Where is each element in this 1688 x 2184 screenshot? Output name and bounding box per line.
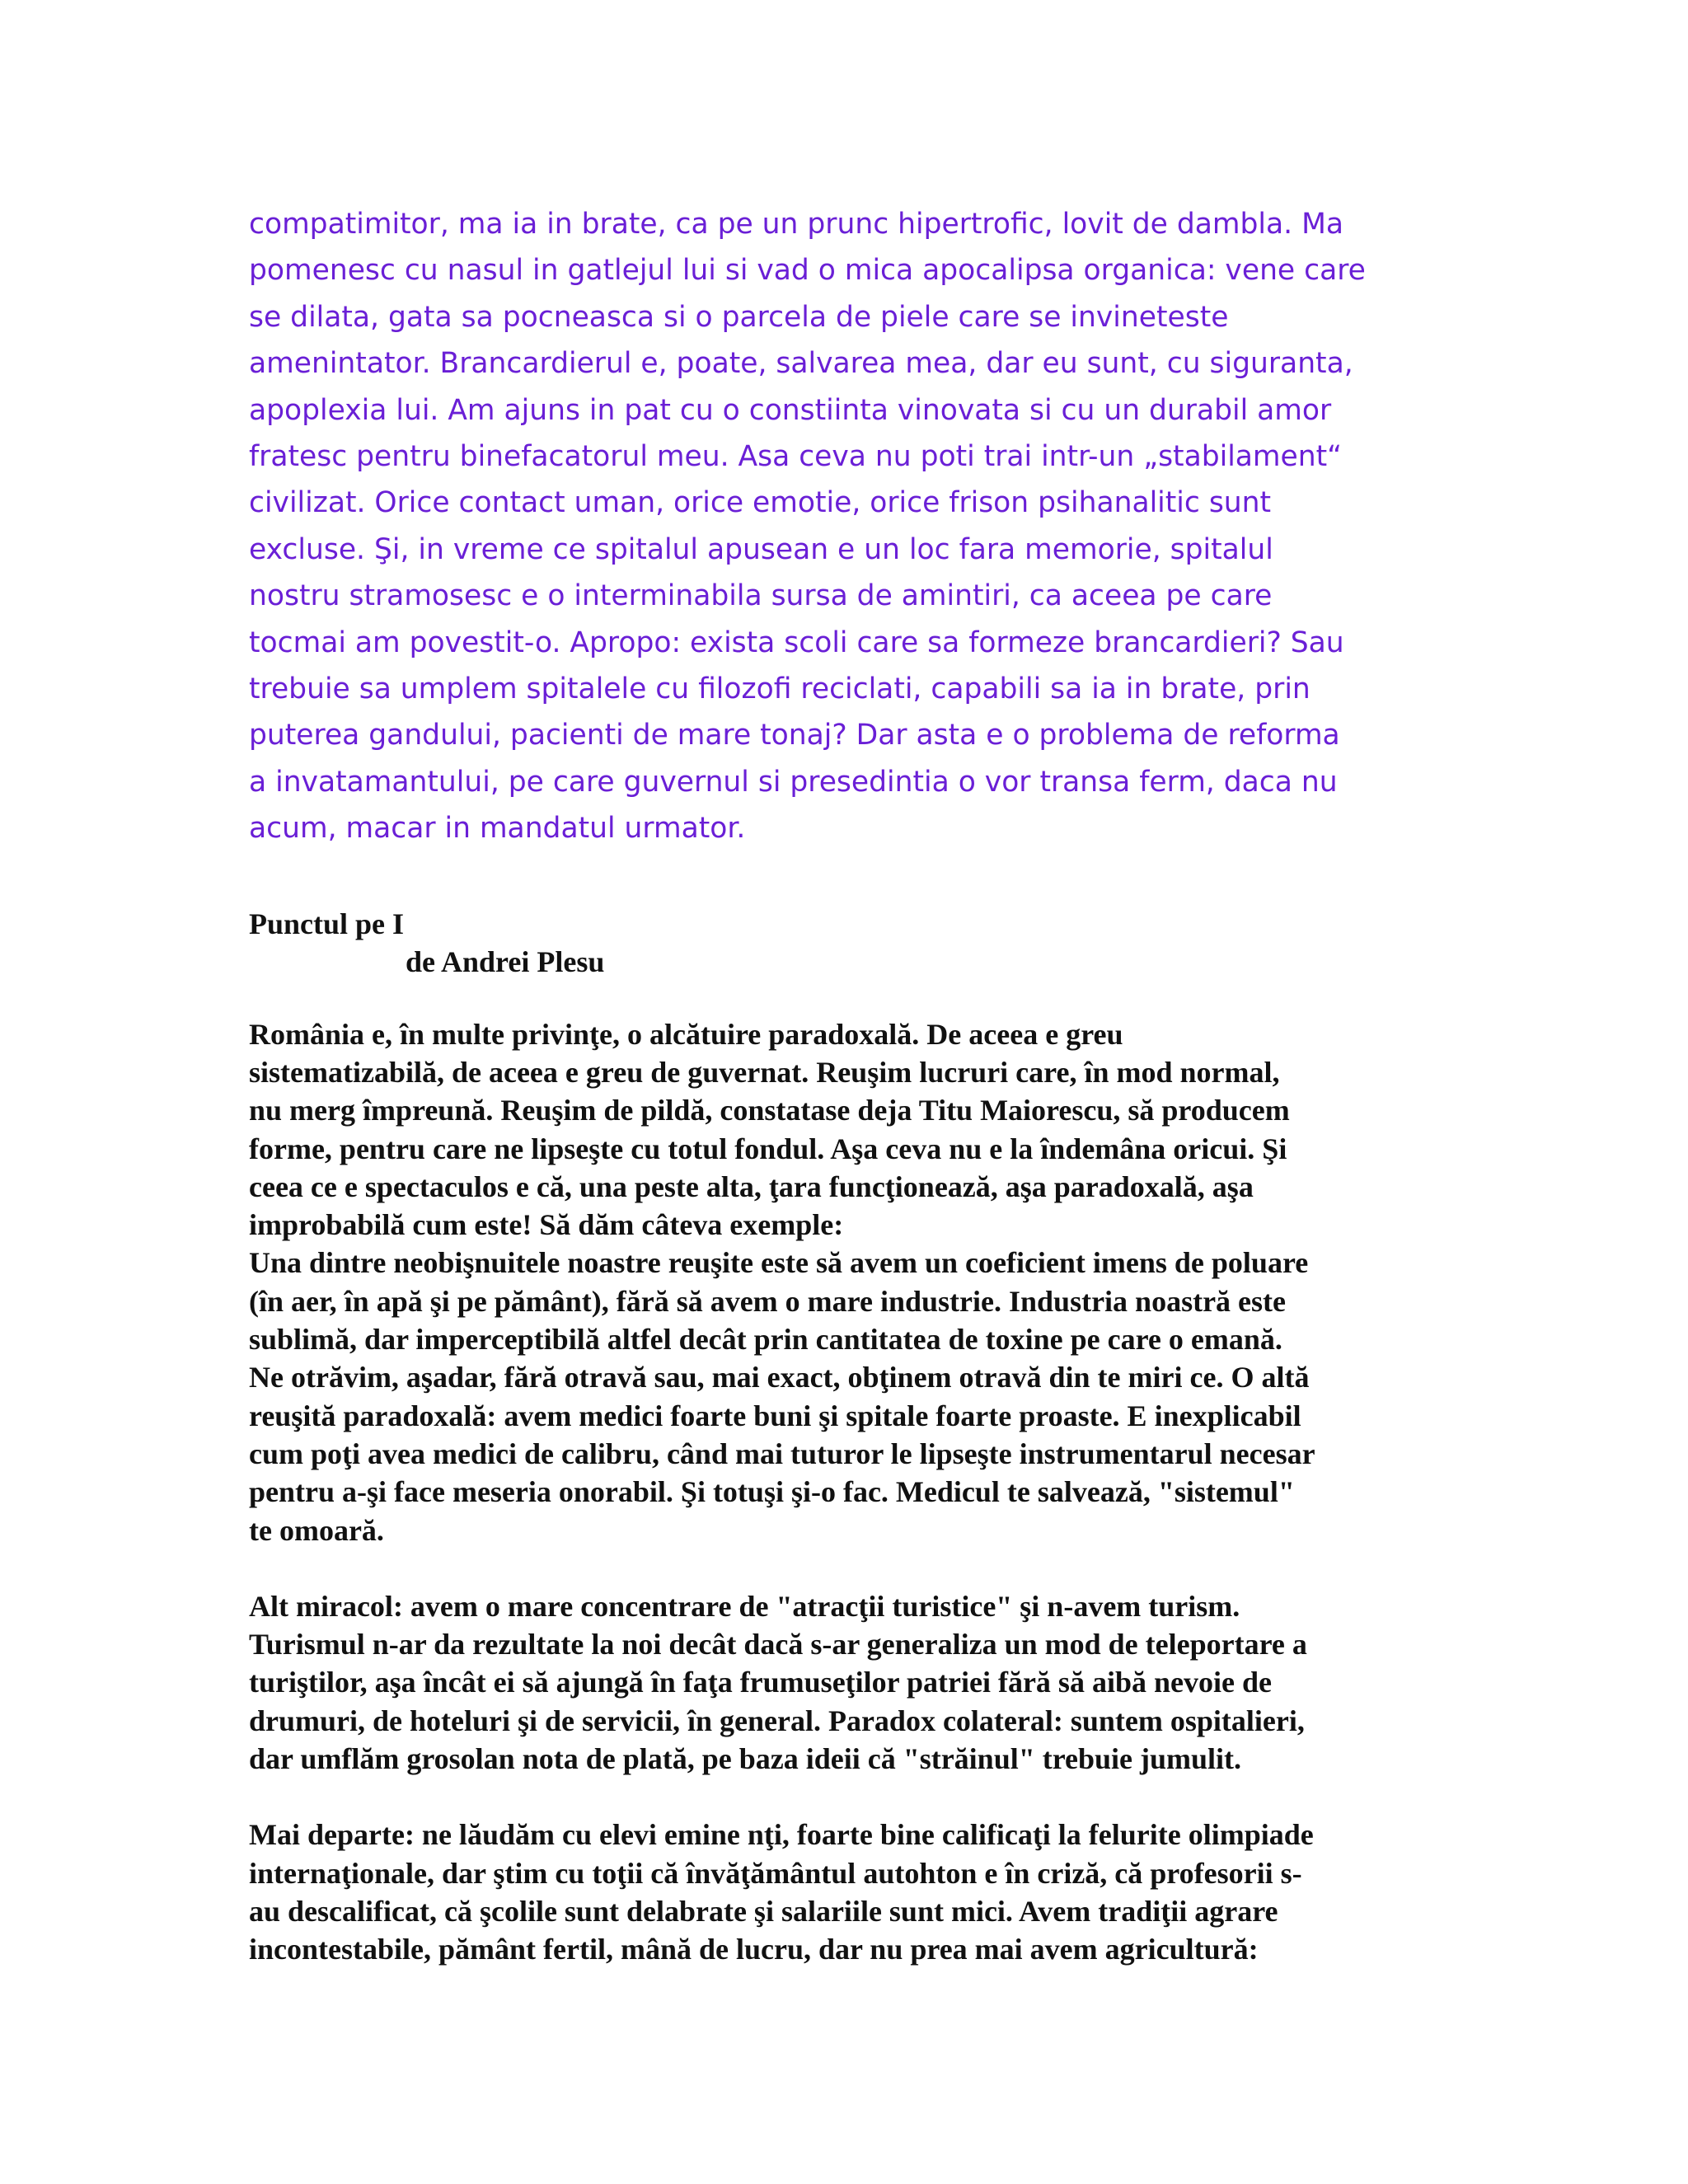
page-content — [249, 201, 1452, 1969]
paragraph-line: internaţionale, dar ştim cu toţii că învăţământul autohton e în criză, că profesorii s- — [249, 1856, 1302, 1890]
paragraph-line: dar umflăm grosolan nota de plată, pe baza ideii că "străinul" trebuie jumulit. — [249, 1742, 1242, 1776]
excerpt-line: se dilata, gata sa pocneasca si o parcela de piele care se invineteste — [249, 300, 1229, 334]
excerpt-line: apoplexia lui. Am ajuns in pat cu o constiinta vinovata si cu un durabil amor — [249, 393, 1332, 427]
paragraph-line: au descalificat, că şcolile sunt delabrate şi salariile sunt mici. Avem tradiţii agrare — [249, 1894, 1278, 1928]
paragraph-line: drumuri, de hoteluri şi de servicii, în general. Paradox colateral: suntem ospitalieri, — [249, 1704, 1305, 1737]
paragraph-line: pentru a-şi face meseria onorabil. Şi totuşi şi-o fac. Medicul te salvează, "sistemul" — [249, 1475, 1295, 1509]
paragraph-line: reuşită paradoxală: avem medici foarte buni şi spitale foarte proaste. E inexplicabil — [249, 1399, 1301, 1432]
paragraph-line: ceea ce e spectaculos e că, una peste alta, ţara funcţionează, aşa paradoxală, aşa — [249, 1169, 1254, 1203]
excerpt-line: tocmai am povestit-o. Apropo: exista scoli care sa formeze brancardieri? Sau — [249, 626, 1344, 659]
paragraph-line: (în aer, în apă şi pe pământ), fără să avem o mare industrie. Industria noastră este — [249, 1284, 1286, 1318]
article-paragraph — [249, 1587, 1452, 1778]
paragraph-line: forme, pentru care ne lipseşte cu totul fondul. Aşa ceva nu e la îndemâna oricui. Şi — [249, 1132, 1287, 1165]
paragraph-line: Alt miracol: avem o mare concentrare de "atracţii turistice" şi n-avem turism. — [249, 1589, 1240, 1623]
article-paragraph — [249, 1015, 1452, 1549]
excerpt-line: excluse. Şi, in vreme ce spitalul apusean e un loc fara memorie, spitalul — [249, 532, 1273, 566]
article-paragraph — [249, 1816, 1452, 1968]
paragraph-line: improbabilă cum este! Să dăm câteva exemple: — [249, 1208, 844, 1242]
excerpt-line: puterea gandului, pacienti de mare tonaj? Dar asta e o problema de reforma — [249, 719, 1340, 752]
paragraph-line: România e, în multe privinţe, o alcătuire paradoxală. De aceea e greu — [249, 1017, 1123, 1051]
excerpt-line: trebuie sa umplem spitalele cu filozofi reciclati, capabili sa ia in brate, prin — [249, 673, 1311, 706]
excerpt-line: compatimitor, ma ia in brate, ca pe un prunc hipertrofic, lovit de dambla. Ma — [249, 208, 1343, 241]
paragraph-line: incontestabile, pământ fertil, mână de lucru, dar nu prea mai avem agricultură: — [249, 1933, 1259, 1966]
excerpt-line: civilizat. Orice contact uman, orice emotie, orice frison psihanalitic sunt — [249, 486, 1272, 520]
excerpt-line: acum, macar in mandatul urmator. — [249, 812, 746, 846]
paragraph-line: sistematizabilă, de aceea e greu de guvernat. Reuşim lucruri care, în mod normal, — [249, 1055, 1280, 1089]
paragraph-line: Mai departe: ne lăudăm cu elevi emine nţi, foarte bine calificaţi la felurite olimpiade — [249, 1818, 1314, 1852]
paragraph-line: Turismul n-ar da rezultate la noi decât dacă s-ar generaliza un mod de teleportare a — [249, 1628, 1307, 1661]
excerpt-line: a invatamantului, pe care guvernul si presedintia o vor transa ferm, daca nu — [249, 765, 1338, 799]
excerpt-line: pomenesc cu nasul in gatlejul lui si vad o mica apocalipsa organica: vene care — [249, 254, 1366, 288]
paragraph-line: cum poţi avea medici de calibru, când mai tuturor le lipseşte instrumentarul necesar — [249, 1436, 1315, 1470]
excerpt-paragraph — [249, 201, 1452, 852]
article-author: de Andrei Plesu — [406, 944, 605, 978]
paragraph-line: nu merg împreună. Reuşim de pildă, constatase deja Titu Maiorescu, să producem — [249, 1094, 1290, 1127]
paragraph-line: Una dintre neobişnuitele noastre reuşite este să avem un coeficient imens de poluare — [249, 1246, 1309, 1280]
excerpt-line: fratesc pentru binefacatorul meu. Asa ceva nu poti trai intr-un „stabilament“ — [249, 440, 1343, 474]
paragraph-line: sublimă, dar imperceptibilă altfel decât prin cantitatea de toxine pe care o emană. — [249, 1323, 1282, 1357]
article-title: Punctul pe I — [249, 907, 405, 940]
excerpt-line: nostru stramosesc e o interminabila sursa de amintiri, ca aceea pe care — [249, 579, 1273, 613]
paragraph-line: te omoară. — [249, 1513, 384, 1547]
excerpt-line: amenintator. Brancardierul e, poate, salvarea mea, dar eu sunt, cu siguranta, — [249, 347, 1353, 381]
paragraph-line: Ne otrăvim, aşadar, fără otravă sau, mai exact, obţinem otravă din te miri ce. O altă — [249, 1361, 1310, 1394]
paragraph-line: turiştilor, aşa încât ei să ajungă în faţa frumuseţilor patriei fără să aibă nevoie de — [249, 1666, 1272, 1699]
